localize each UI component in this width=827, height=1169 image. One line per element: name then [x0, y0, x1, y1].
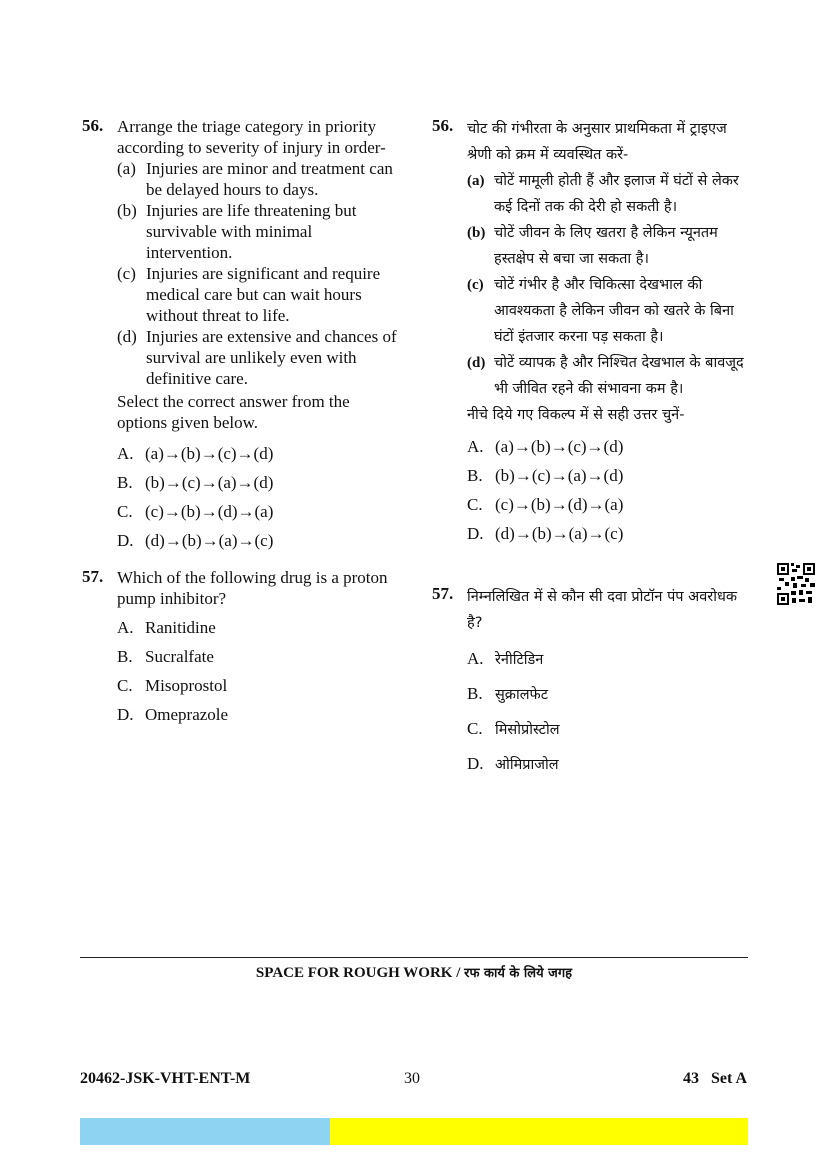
- question-text: Which of the following drug is a proton pump inhibitor?: [117, 568, 388, 608]
- paper-code: 20462-JSK-VHT-ENT-M: [80, 1070, 251, 1087]
- option-b: B. सुक्रालफेट: [467, 684, 549, 703]
- qr-code-icon: [777, 563, 815, 605]
- option-a: A. रेनीटिडिन: [467, 649, 544, 668]
- option-d: D. (d)→(b)→(a)→(c): [117, 531, 274, 550]
- option-d: D. ओमिप्राजोल: [467, 754, 559, 773]
- rough-work-label: SPACE FOR ROUGH WORK / रफ कार्य के लिये जगह: [255, 965, 573, 981]
- question-text: निम्नलिखित में से कौन सी दवा प्रोटॉन पंप अवरोधक है?: [467, 589, 738, 631]
- statement-c: (c) चोटें गंभीर है और चिकित्सा देखभाल की आवश्यकता है लेकिन जीवन को खतरे के बिना घंटों इंतजार करना पड़ सकता है।: [467, 277, 734, 345]
- question-57-en: [82, 567, 402, 725]
- option-b: B. (b)→(c)→(a)→(d): [117, 473, 274, 492]
- option-c: C. मिसोप्रोस्टोल: [467, 719, 560, 738]
- option-a: A. (a)→(b)→(c)→(d): [467, 437, 624, 456]
- hindi-column: [432, 116, 752, 776]
- question-56-hi: [432, 116, 752, 544]
- question-number: 56.: [432, 116, 454, 135]
- statement-d: (d) Injuries are extensive and chances of survival are unlikely even with definitive care.: [117, 327, 397, 388]
- question-number: 56.: [82, 116, 104, 135]
- english-column: [82, 116, 402, 725]
- option-d: D. Omeprazole: [117, 705, 229, 724]
- statement-d: (d) चोटें व्यापक है और निश्चित देखभाल के बावजूद भी जीवित रहने की संभावना कम है।: [467, 355, 744, 397]
- instruction-text: Select the correct answer from the options given below.: [117, 392, 350, 432]
- option-a: A. (a)→(b)→(c)→(d): [117, 444, 274, 463]
- rough-work-divider: [80, 957, 748, 958]
- question-text: Arrange the triage category in priority according to severity of injury in order-: [117, 117, 386, 157]
- option-c: C. (c)→(b)→(d)→(a): [117, 502, 274, 521]
- option-c: C. Misoprostol: [117, 676, 228, 695]
- question-number: 57.: [82, 567, 104, 586]
- option-c: C. (c)→(b)→(d)→(a): [467, 495, 624, 514]
- color-bar-yellow: [330, 1118, 748, 1145]
- option-b: B. (b)→(c)→(a)→(d): [467, 466, 624, 485]
- question-57-hi: [432, 584, 752, 776]
- statement-a: (a) चोटें मामूली होती हैं और इलाज में घंटों से लेकर कई दिनों तक की देरी हो सकती है।: [467, 173, 739, 215]
- statement-a: (a) Injuries are minor and treatment can be delayed hours to days.: [117, 159, 393, 199]
- question-number: 57.: [432, 584, 454, 603]
- question-text: चोट की गंभीरता के अनुसार प्राथमिकता में ट्राइएज श्रेणी को क्रम में व्यवस्थित करें-: [467, 121, 727, 163]
- set-label: 43 Set A: [683, 1070, 747, 1087]
- color-bar-blue: [80, 1118, 330, 1145]
- question-56-en: [82, 116, 402, 551]
- option-d: D. (d)→(b)→(a)→(c): [467, 524, 624, 543]
- option-b: B. Sucralfate: [117, 647, 214, 666]
- instruction-text: नीचे दिये गए विकल्प में से सही उत्तर चुनें-: [467, 407, 685, 423]
- statement-b: (b) Injuries are life threatening but survivable with minimal intervention.: [117, 201, 357, 262]
- page-number: 30: [404, 1070, 420, 1087]
- statement-b: (b) चोटें जीवन के लिए खतरा है लेकिन न्यूनतम हस्तक्षेप से बचा जा सकता है।: [467, 225, 718, 267]
- option-a: A. Ranitidine: [117, 618, 216, 637]
- statement-c: (c) Injuries are significant and require medical care but can wait hours without threat to life.: [117, 264, 381, 325]
